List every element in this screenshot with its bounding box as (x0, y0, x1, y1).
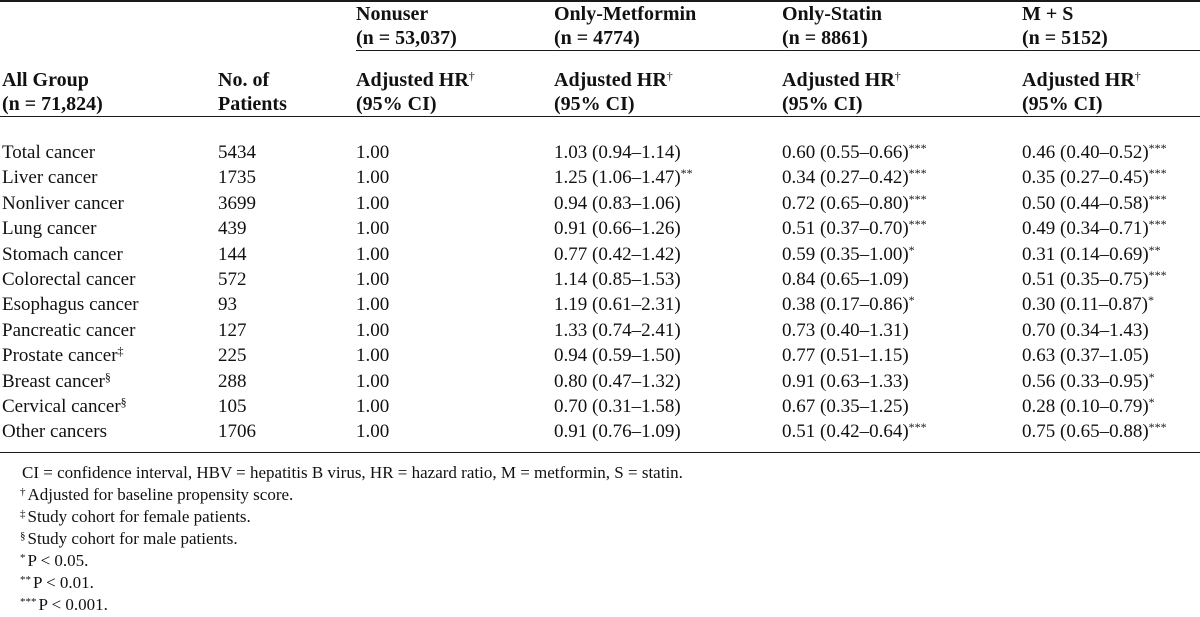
table-row-label: Cervical cancer§ (2, 395, 127, 418)
footnote-section: § Study cohort for male patients. (20, 529, 238, 548)
column-patients: 5434 1735 3699 439 144 572 93 127 225 288 105 1706 (218, 142, 256, 443)
table-row-label: Colorectal cancer (2, 269, 136, 291)
group-header-m-plus-s: M + S (n = 5152) (1022, 3, 1108, 49)
column-cancer-type (2, 140, 139, 445)
table-row-label: Stomach cancer (2, 243, 123, 265)
column-m-plus-s-hr: 0.46 (0.40–0.52)*** 0.35 (0.27–0.45)*** 0.50 (0.44–0.58)*** 0.49 (0.34–0.71)*** 0.31 (0.14–0.69)** 0.51 (0.35–0.75)*** 0.30 (0.11–0.87)* 0.70 (0.34–1.43) 0.63 (0.37–1.05) 0.56 (0.33–0.95)* 0.28 (0.10–0.79)* 0.75 (0.65–0.88)*** (1022, 141, 1167, 443)
table-row-label: Esophagus cancer (2, 294, 139, 316)
column-header-hr-m-plus-s: Adjusted HR† (95% CI) (1022, 69, 1141, 115)
table-bottom-rule (0, 452, 1200, 453)
table-row-label: Pancreatic cancer (2, 319, 136, 341)
header-bottom-rule (0, 116, 1200, 117)
column-statin-hr: 0.60 (0.55–0.66)*** 0.34 (0.27–0.42)*** 0.72 (0.65–0.80)*** 0.51 (0.37–0.70)*** 0.59 (0.35–1.00)* 0.84 (0.65–1.09) 0.38 (0.17–0.86)* 0.73 (0.40–1.31) 0.77 (0.51–1.15) 0.91 (0.63–1.33) 0.67 (0.35–1.25) 0.51 (0.42–0.64)*** (782, 141, 927, 443)
column-header-hr-statin: Adjusted HR† (95% CI) (782, 69, 901, 115)
column-header-patients: No. of Patients (218, 69, 287, 115)
group-header-only-statin: Only-Statin (n = 8861) (782, 3, 883, 49)
table-row-label: Liver cancer (2, 167, 98, 189)
footnote-double-dagger: ‡ Study cohort for female patients. (20, 507, 251, 526)
footnote-abbreviations: CI = confidence interval, HBV = hepatitis B virus, HR = hazard ratio, M = metformin, S = statin. (22, 463, 683, 482)
table-row-label: Other cancers (2, 421, 107, 443)
table-row-label: Nonliver cancer (2, 192, 124, 214)
footnote-p-0001: *** P < 0.001. (20, 595, 108, 614)
table-row-label: Lung cancer (2, 218, 97, 240)
table-row-label: Breast cancer§ (2, 369, 111, 392)
column-metformin-hr: 1.03 (0.94–1.14) 1.25 (1.06–1.47)** 0.94 (0.83–1.06) 0.91 (0.66–1.26) 0.77 (0.42–1.42) 1.14 (0.85–1.53) 1.19 (0.61–2.31) 1.33 (0.74–2.41) 0.94 (0.59–1.50) 0.80 (0.47–1.32) 0.70 (0.31–1.58) 0.91 (0.76–1.09) (554, 142, 693, 443)
table-row-label: Total cancer (2, 142, 96, 163)
column-header-hr-metformin: Adjusted HR† (95% CI) (554, 69, 673, 115)
footnote-p-001: ** P < 0.01. (20, 573, 94, 592)
column-header-hr-nonuser: Adjusted HR† (95% CI) (356, 69, 475, 115)
column-header-all-group: All Group (n = 71,824) (2, 69, 103, 115)
footnote-dagger: † Adjusted for baseline propensity score. (20, 485, 294, 504)
column-nonuser-hr: 1.00 1.00 1.00 1.00 1.00 1.00 1.00 1.00 1.00 1.00 1.00 1.00 (356, 142, 390, 443)
group-header-underline (356, 50, 1200, 51)
footnote-p-005: * P < 0.05. (20, 551, 89, 570)
group-header-only-metformin: Only-Metformin (n = 4774) (554, 3, 697, 49)
group-header-nonuser: Nonuser (n = 53,037) (356, 3, 457, 49)
table-row-label: Prostate cancer‡ (2, 344, 124, 367)
